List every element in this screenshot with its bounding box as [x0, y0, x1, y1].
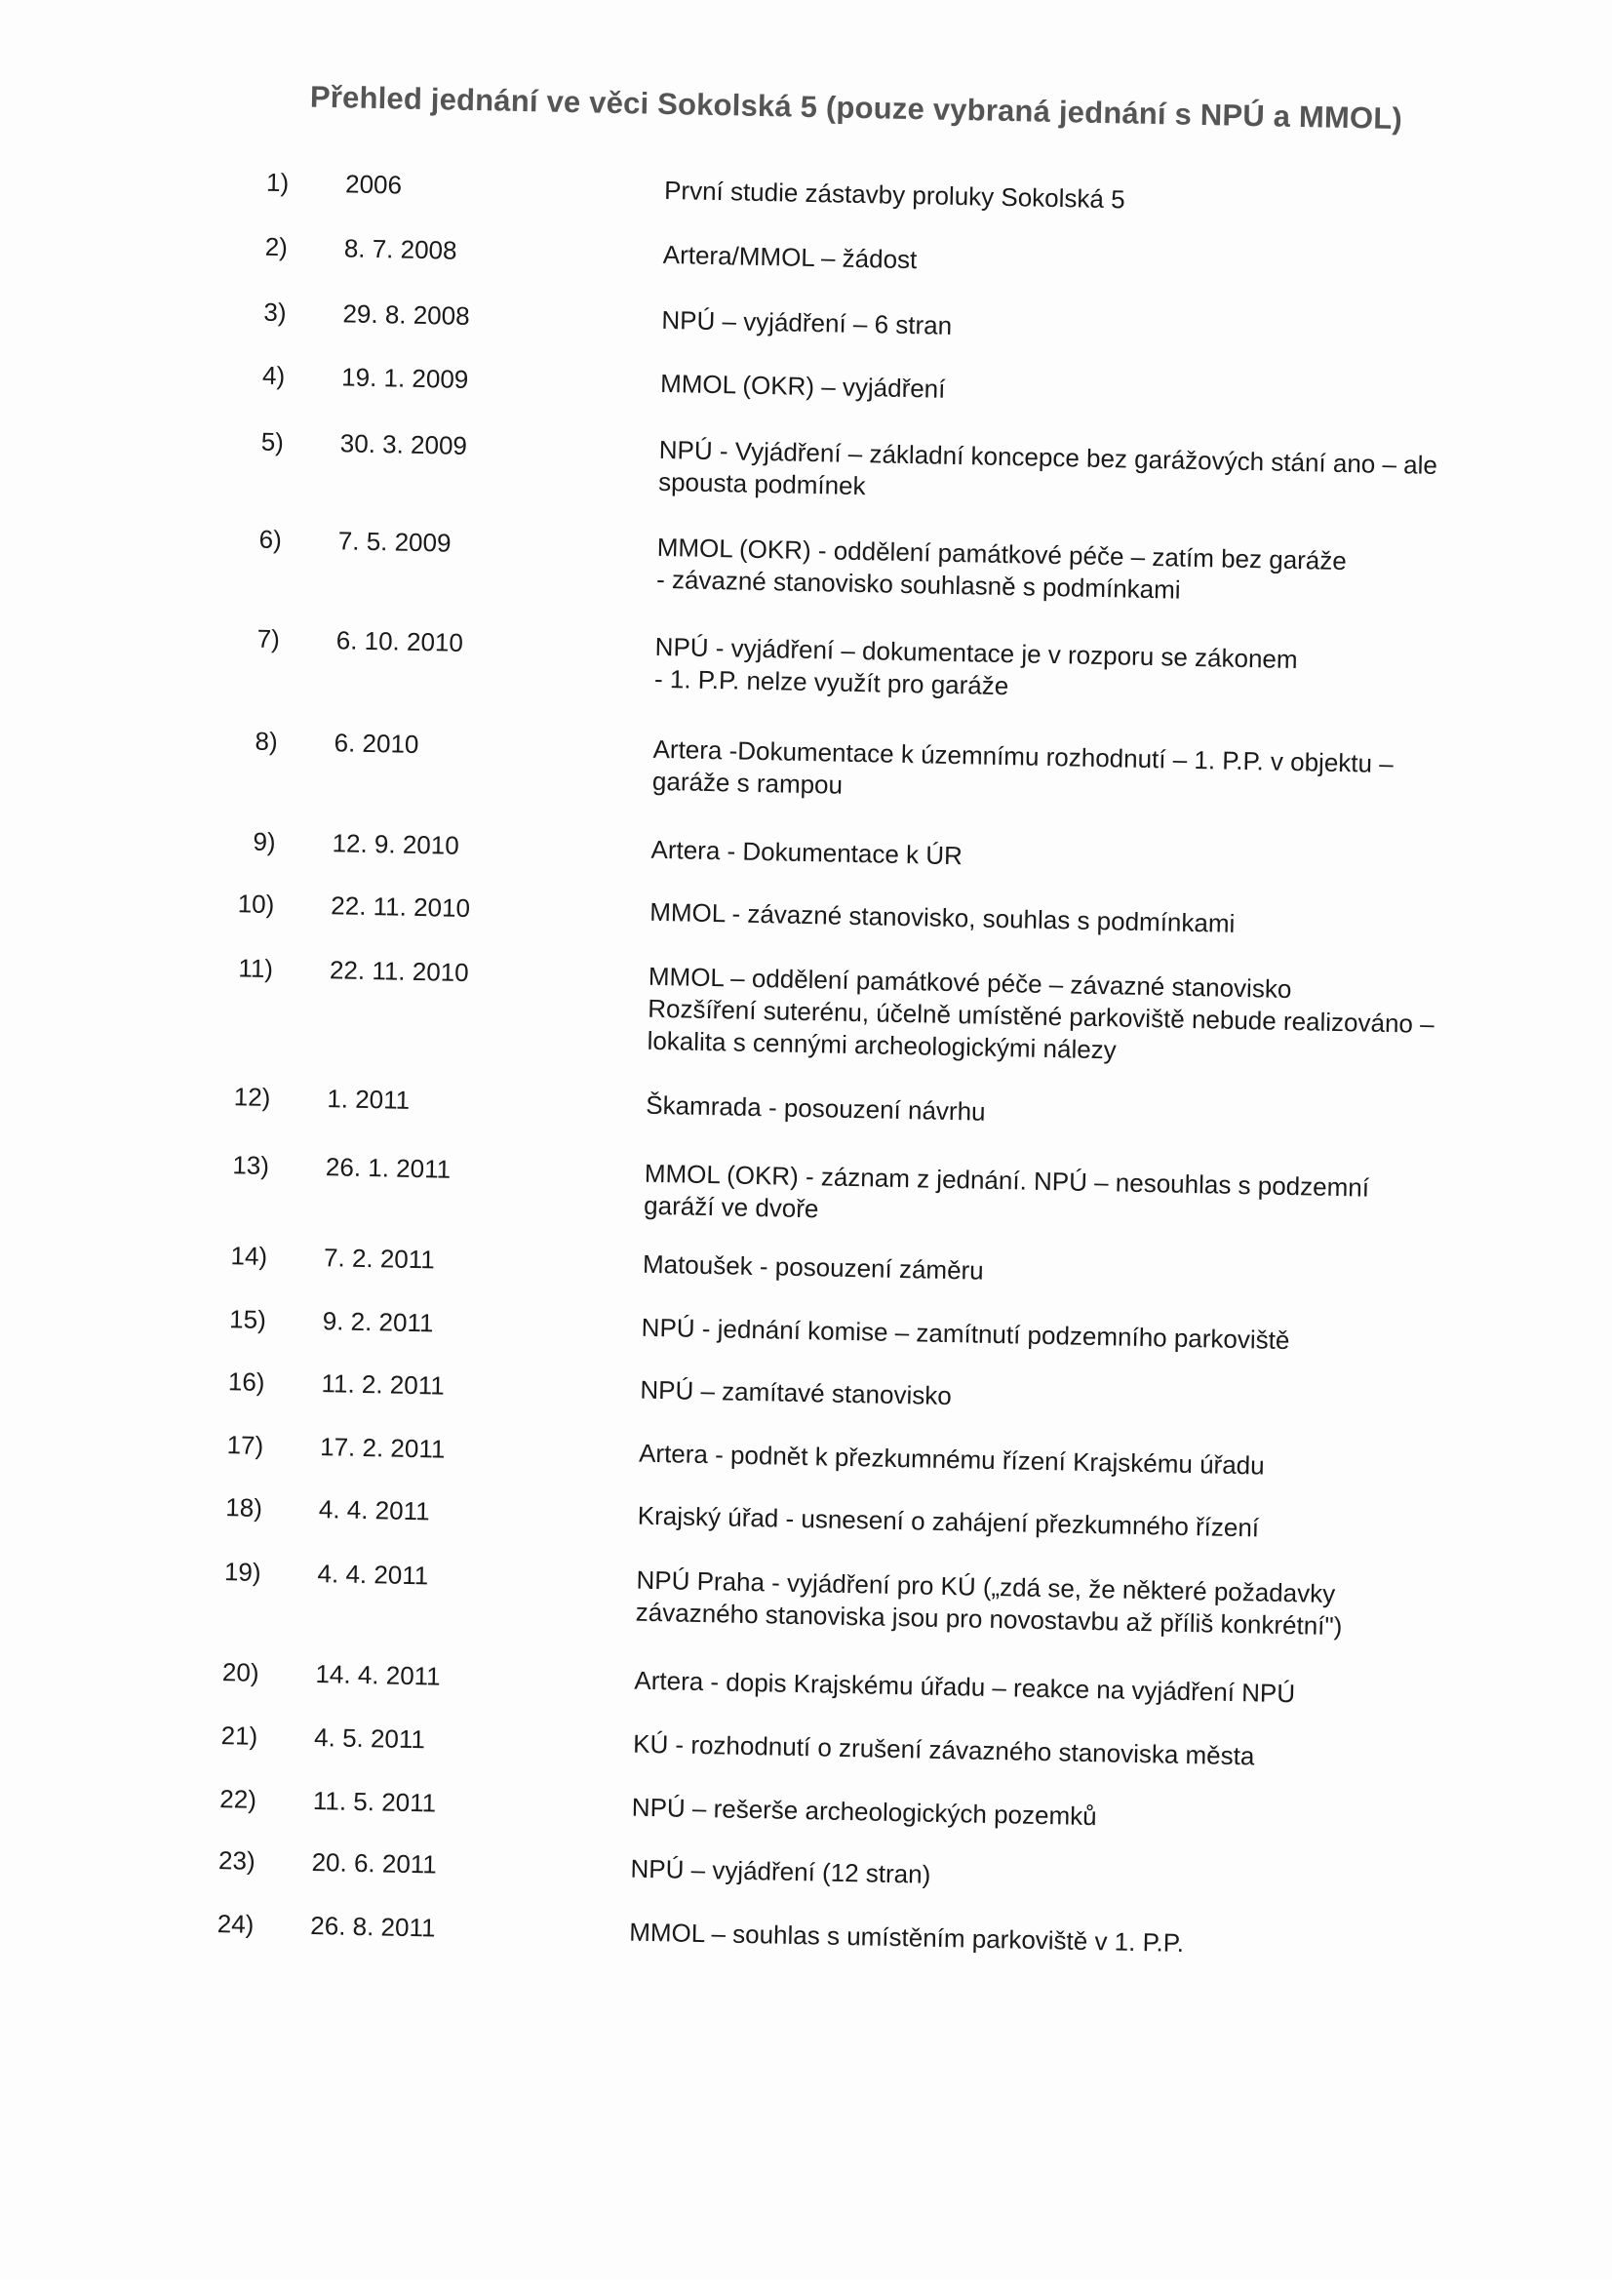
entry-number: 14): [230, 1241, 268, 1271]
entry-number: 22): [219, 1784, 257, 1814]
entry-description: MMOL (OKR) - záznam z jednání. NPÚ – nesouhlas s podzemní garáží ve dvoře: [643, 1158, 1370, 1224]
list-item: [0, 1298, 1605, 1356]
list-item: [0, 1551, 1600, 1642]
entry-description: Škamrada - posouzení návrhu: [646, 1089, 986, 1127]
entry-date: 7. 5. 2009: [337, 526, 452, 558]
entry-date: 17. 2. 2011: [319, 1432, 446, 1464]
entry-description: KÚ - rozhodnutí o zrušení závazného stanoviska města: [632, 1728, 1255, 1771]
list-item: [0, 1840, 1594, 1889]
entry-date: 1. 2011: [327, 1084, 411, 1115]
entry-number: 17): [226, 1430, 264, 1460]
entry-number: 5): [260, 426, 285, 457]
entry-description: MMOL (OKR) – vyjádření: [659, 368, 946, 404]
entry-number: 24): [216, 1909, 255, 1939]
entry-description: První studie zástavby proluky Sokolská 5: [663, 175, 1125, 215]
entry-number: 16): [227, 1366, 265, 1397]
entry-description: NPÚ – rešerše archeologických pozemků: [631, 1792, 1097, 1832]
entry-description: NPÚ - jednání komise – zamítnutí podzemního parkoviště: [641, 1312, 1290, 1356]
entry-description: NPÚ – zamítavé stanovisko: [640, 1374, 953, 1411]
entry-description: Artera -Dokumentace k územnímu rozhodnutí – 1. P.P. v objektu – garáže s rampou: [651, 733, 1395, 800]
list-item: [0, 1361, 1604, 1411]
entry-number: 20): [221, 1657, 259, 1687]
entry-date: 9. 2. 2011: [322, 1306, 434, 1338]
list-item: [0, 1076, 1609, 1127]
entry-number: 2): [264, 231, 289, 262]
entry-date: 26. 1. 2011: [325, 1152, 452, 1184]
entry-date: 4. 4. 2011: [317, 1559, 429, 1591]
entry-description: Krajský úřad - usnesení o zahájení přezkumného řízení: [637, 1500, 1260, 1543]
entry-description: Matoušek - posouzení záměru: [642, 1248, 984, 1286]
list-item: [7, 617, 1612, 701]
list-item: [0, 947, 1612, 1065]
list-item: [15, 226, 1612, 275]
list-item: [0, 1715, 1596, 1771]
entry-date: 22. 11. 2010: [329, 955, 469, 988]
entry-date: 4. 4. 2011: [318, 1494, 430, 1526]
entry-number: 12): [233, 1082, 271, 1113]
entry-description: Artera/MMOL – žádost: [662, 239, 918, 275]
entry-description: NPÚ – vyjádření – 6 stran: [661, 304, 953, 340]
entry-number: 4): [261, 360, 286, 391]
list-item: [9, 519, 1612, 605]
list-item: [0, 1424, 1602, 1481]
entry-number: 11): [238, 953, 274, 984]
entry-number: 19): [223, 1557, 261, 1587]
entry-number: 15): [228, 1304, 267, 1334]
entry-date: 29. 8. 2008: [342, 298, 470, 331]
entry-number: 3): [263, 297, 287, 328]
entry-date: 20. 6. 2011: [311, 1847, 438, 1880]
list-item: [13, 355, 1612, 404]
entry-number: 23): [217, 1845, 256, 1876]
entry-date: 7. 2. 2011: [323, 1243, 436, 1275]
list-item: [2, 883, 1612, 938]
entry-description: MMOL – souhlas s umístěním parkoviště v 1. P.P.: [628, 1917, 1185, 1958]
entry-description: NPÚ - vyjádření – dokumentace je v rozporu se zákonem - 1. P.P. nelze využít pro garáže: [653, 631, 1298, 701]
list-item: [14, 292, 1612, 340]
list-item: [0, 1778, 1595, 1832]
list-item: [3, 820, 1612, 871]
list-item: [0, 1235, 1606, 1286]
entry-date: 22. 11. 2010: [331, 891, 471, 924]
entry-description: Artera - dopis Krajskému úřadu – reakce na vyjádření NPÚ: [634, 1665, 1296, 1709]
entry-date: 6. 2010: [334, 728, 419, 759]
entry-description: MMOL - závazné stanovisko, souhlas s podmínkami: [649, 896, 1236, 938]
entry-date: 30. 3. 2009: [339, 428, 468, 460]
entry-number: 1): [265, 167, 290, 198]
entry-date: 14. 4. 2011: [315, 1659, 441, 1691]
list-item: [0, 1486, 1601, 1543]
entry-date: 12. 9. 2010: [332, 828, 460, 860]
list-item: [0, 1144, 1608, 1224]
entry-description: Artera - Dokumentace k ÚR: [650, 834, 963, 871]
entry-number: 6): [258, 524, 283, 555]
entry-number: 8): [255, 726, 279, 757]
entry-number: 10): [237, 889, 275, 920]
entry-number: 9): [253, 826, 276, 857]
entry-description: NPÚ Praha - vyjádření pro KÚ („zdá se, že některé požadavky závazného stanoviska jsou pro novostavbu až příliš konkrétní"): [635, 1564, 1343, 1642]
entry-description: NPÚ - Vyjádření – základní koncepce bez garážových stání ano – ale spousta podmínek: [657, 434, 1438, 501]
entry-description: MMOL – oddělení památkové péče – závazné stanovisko Rozšíření suterénu, účelně umístěné parkoviště nebude realizováno – lokalita s cennými archeologickými nálezy: [647, 961, 1435, 1065]
list-item: [11, 421, 1612, 501]
entry-date: 6. 10. 2010: [335, 625, 464, 657]
entry-date: 26. 8. 2011: [310, 1911, 436, 1943]
entry-number: 18): [225, 1492, 263, 1523]
list-item: [5, 720, 1612, 800]
entry-date: 8. 7. 2008: [343, 233, 457, 265]
entry-number: 7): [256, 623, 281, 654]
entry-date: 4. 5. 2011: [313, 1722, 426, 1755]
entry-number: 13): [232, 1150, 270, 1180]
entry-description: MMOL (OKR) - oddělení památkové péče – zatím bez garáže - závazné stanovisko souhlasně s podmínkami: [655, 532, 1348, 605]
document-title: Přehled jednání ve věci Sokolská 5 (pouze vybraná jednání s NPÚ a MMOL): [309, 79, 1403, 137]
entry-number: 21): [220, 1721, 258, 1751]
entry-date: 11. 5. 2011: [312, 1786, 437, 1818]
list-item: [17, 162, 1612, 215]
entry-description: NPÚ – vyjádření (12 stran): [630, 1853, 931, 1889]
entry-date: 2006: [344, 169, 403, 200]
list-item: [0, 1651, 1598, 1709]
entry-date: 19. 1. 2009: [340, 362, 469, 394]
entry-date: 11. 2. 2011: [321, 1368, 446, 1401]
list-item: [0, 1903, 1592, 1958]
entry-description: Artera - podnět k přezkumnému řízení Krajskému úřadu: [638, 1438, 1265, 1481]
